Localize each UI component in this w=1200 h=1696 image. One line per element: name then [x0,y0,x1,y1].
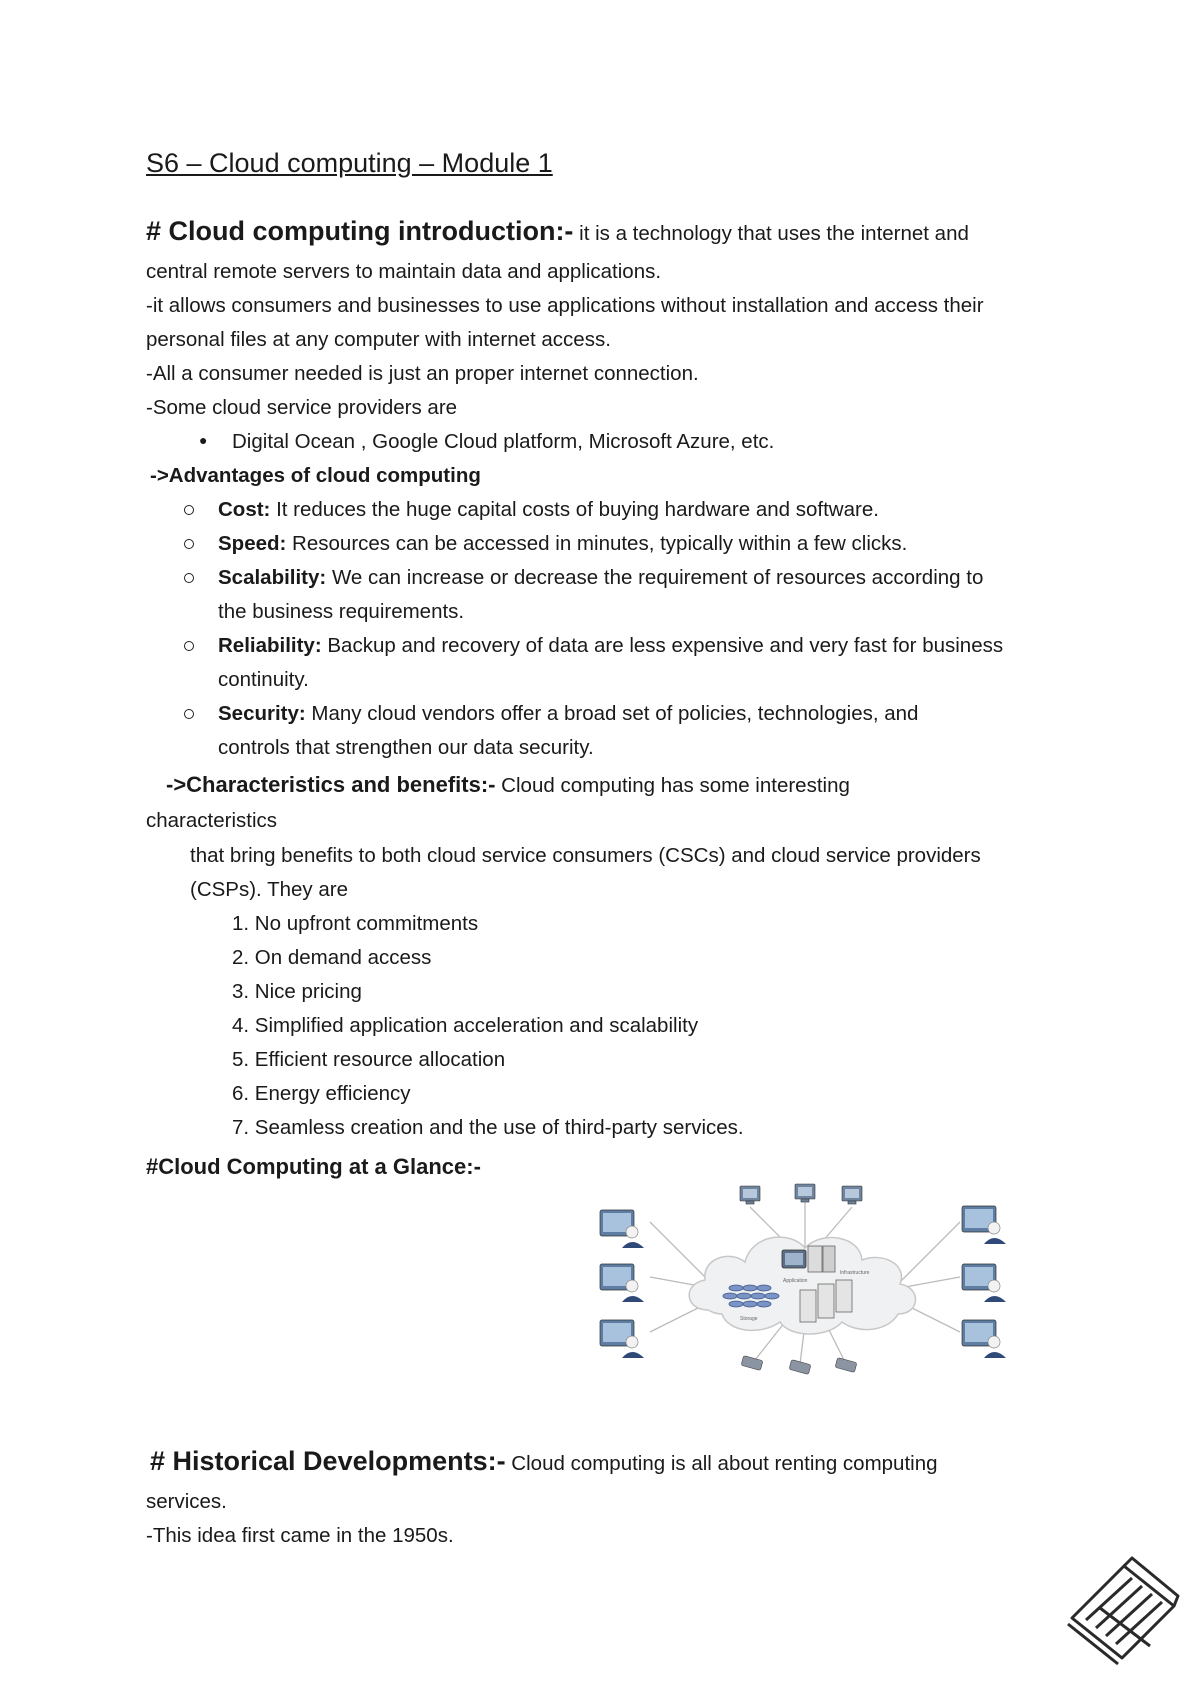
list-bullet [184,539,194,549]
characteristics-line-1 [166,772,850,799]
advantage-text: Backup and recovery of data are less expensive and very fast for business [321,634,1004,657]
cloud-diagram [590,1172,1020,1392]
list-bullet [184,641,194,651]
glance-heading: #Cloud Computing at a Glance:- [146,1154,481,1179]
list-bullet [184,505,194,515]
advantages-heading: ->Advantages of cloud computing [150,464,481,487]
advantage-label: Scalability: [218,566,327,589]
mobile-device-icon [741,1356,857,1375]
advantage-label: Security: [218,702,306,725]
characteristic-item: 6. Energy efficiency [232,1082,411,1105]
history-heading: # Historical Developments:- [150,1446,506,1476]
intro-text-2: central remote servers to maintain data and applications. [146,260,662,283]
advantage-text: It reduces the huge capital costs of buying hardware and software. [270,498,879,521]
advantage-label: Cost: [218,498,271,521]
advantage-label: Reliability: [218,634,322,657]
characteristics-text-1: Cloud computing has some interesting [495,774,850,797]
characteristics-heading: ->Characteristics and benefits:- [166,772,496,797]
intro-text-4: personal files at any computer with internet access. [146,328,611,351]
user-workstation-icon [600,1210,644,1358]
characteristic-item: 2. On demand access [232,946,432,969]
characteristics-text-4: (CSPs). They are [190,878,348,901]
advantage-label: Speed: [218,532,287,555]
intro-text-3: -it allows consumers and businesses to use applications without installation and access their [146,294,984,317]
characteristic-item: 4. Simplified application acceleration and scalability [232,1014,699,1037]
characteristic-item: 5. Efficient resource allocation [232,1048,506,1071]
characteristic-item: 7. Seamless creation and the use of third-party services. [232,1116,744,1139]
server-icon [782,1246,835,1272]
cloud-label-storage: Storage [740,1316,758,1322]
providers-list: Digital Ocean , Google Cloud platform, Microsoft Azure, etc. [232,430,775,453]
advantage-continuation: controls that strengthen our data security. [218,736,594,759]
intro-text-1: it is a technology that uses the internet and [573,222,969,245]
document-stack-icon [1062,1548,1182,1668]
advantage-text: Many cloud vendors offer a broad set of policies, technologies, and [305,702,919,725]
advantage-continuation: continuity. [218,668,309,691]
advantage-text: Resources can be accessed in minutes, typically within a few clicks. [286,532,908,555]
characteristic-item: 1. No upfront commitments [232,912,479,935]
advantage-speed [218,531,907,557]
intro-line-1 [146,218,969,247]
user-workstation-icon [962,1206,1006,1358]
history-text-1: Cloud computing is all about renting computing [505,1452,938,1475]
advantage-cost [218,497,879,523]
advantage-security [218,701,918,727]
intro-text-5: -All a consumer needed is just an proper internet connection. [146,362,699,385]
history-text-3: -This idea first came in the 1950s. [146,1524,454,1547]
advantage-text: We can increase or decrease the requirement of resources according to [326,566,984,589]
page-title: S6 – Cloud computing – Module 1 [146,148,553,178]
cloud-label-application: Application [783,1278,808,1284]
characteristics-text-3: that bring benefits to both cloud service consumers (CSCs) and cloud service providers [190,844,981,867]
list-bullet [184,709,194,719]
advantage-continuation: the business requirements. [218,600,465,623]
intro-heading: # Cloud computing introduction:- [146,216,574,246]
storage-icon [723,1285,779,1307]
cloud-label-infrastructure: Infrastructure [840,1270,870,1276]
characteristic-item: 3. Nice pricing [232,980,362,1003]
bullet-dot: ● [199,432,208,448]
characteristics-text-2: characteristics [146,809,278,832]
list-bullet [184,573,194,583]
history-line-1 [150,1448,938,1477]
history-text-2: services. [146,1490,227,1513]
advantage-reliability [218,633,1003,659]
intro-text-6: -Some cloud service providers are [146,396,458,419]
advantage-scalability [218,565,983,591]
